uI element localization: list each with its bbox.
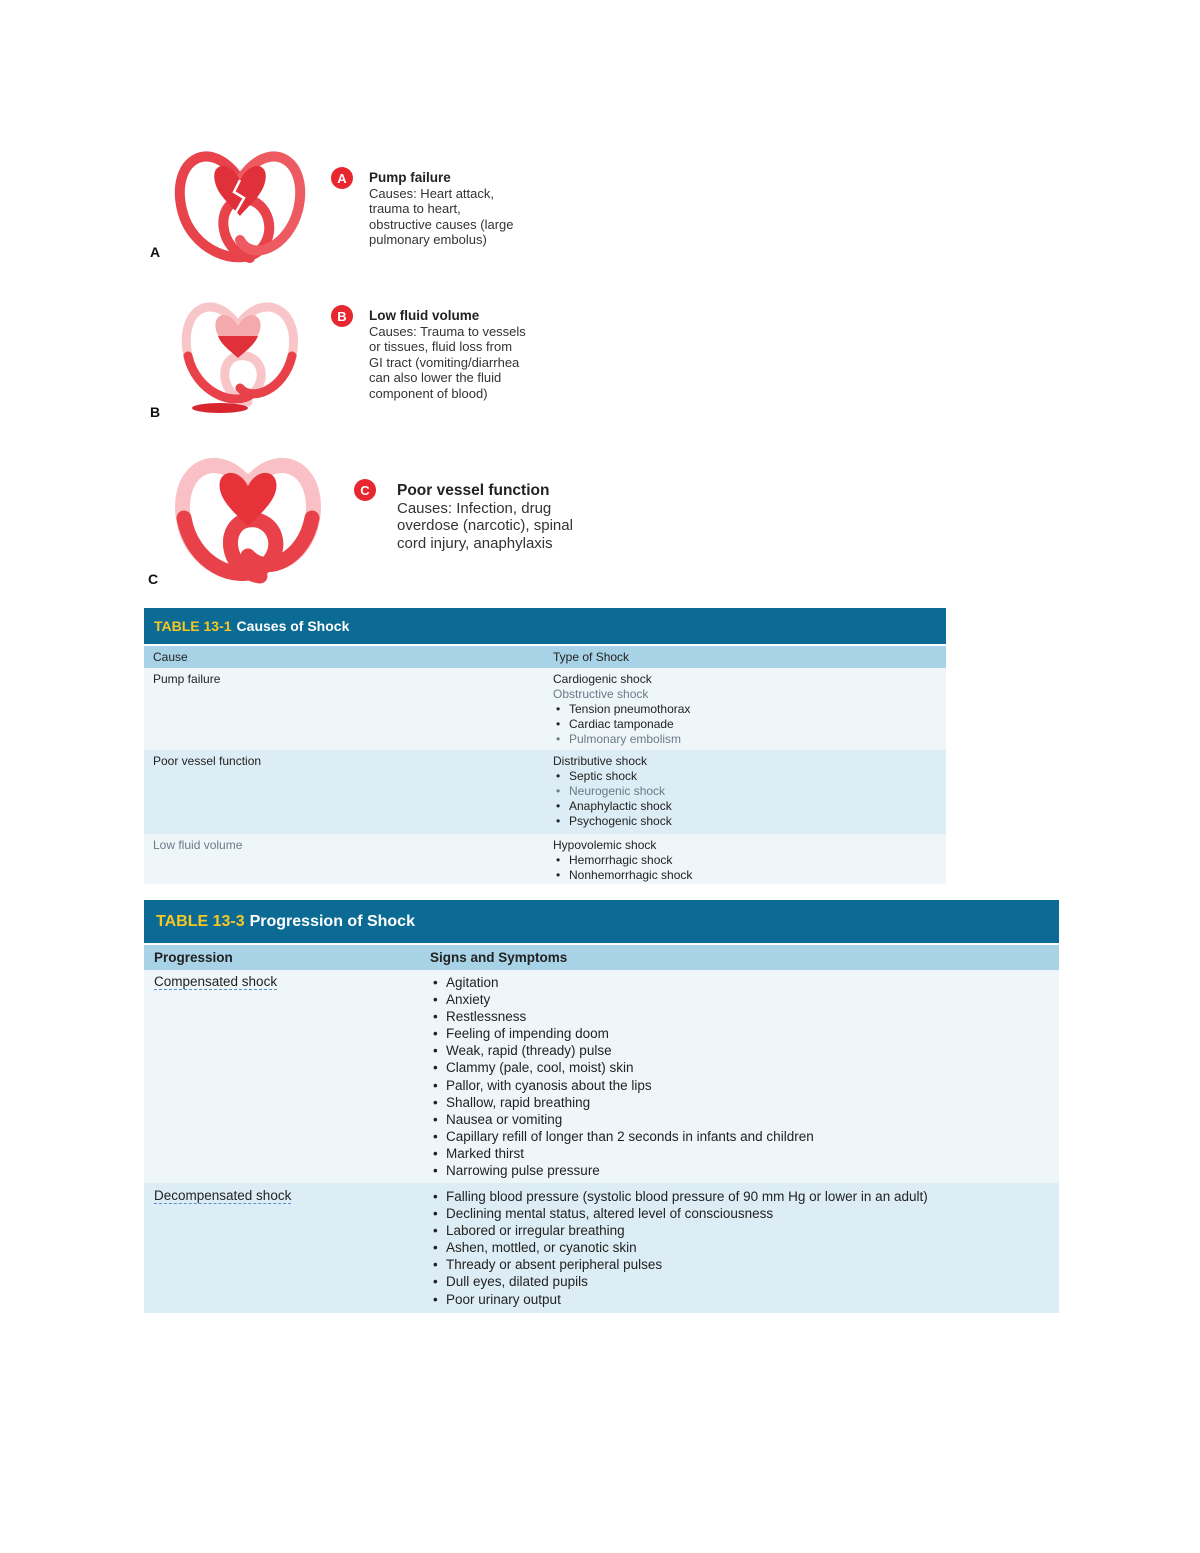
panel-b-badge: B [331,305,353,327]
poor-vessel-function-illustration [170,452,326,590]
stage-cell: Compensated shock [154,974,278,989]
caption-line: can also lower the fluid [369,370,502,385]
list-item: • Hemorrhagic shock [553,853,692,868]
list-item: • Nausea or vomiting [430,1111,814,1128]
table-row [144,668,946,750]
pump-failure-illustration [170,140,310,268]
caption-line: pulmonary embolus) [369,232,487,247]
list-item: • Ashen, mottled, or cyanotic skin [430,1239,928,1256]
list-item: • Thready or absent peripheral pulses [430,1256,928,1273]
low-fluid-volume-illustration [178,296,306,418]
panel-a-letter: A [150,244,161,260]
signs-cell [420,970,814,1183]
column-header-progression: Progression [154,950,233,965]
panel-c-caption [397,482,573,552]
panel-c-title: Poor vessel function [397,482,550,499]
table-row [144,970,1059,1183]
list-item: • Tension pneumothorax [553,702,690,717]
caption-line: obstructive causes (large [369,216,514,232]
list-item: • Falling blood pressure (systolic blood pressure of 90 mm Hg or lower in an adult) [430,1188,928,1205]
type-cell [544,834,692,884]
type-line: Hypovolemic shock [553,838,657,852]
caption-line: overdose (narcotic), spinal [397,517,573,534]
caption-line: Causes: Heart attack, [369,185,494,201]
caption-line: trauma to heart, [369,201,461,216]
cause-cell: Pump failure [153,672,221,686]
type-line: Distributive shock [553,754,648,768]
table-progression-of-shock [144,900,1059,1313]
panel-c-badge: C [354,479,376,501]
table-title-bar [144,608,946,644]
panel-a-caption [369,170,514,248]
table-title: Progression of Shock [249,912,415,930]
bullet-list [553,769,672,829]
table-number: TABLE 13-3 [156,912,245,930]
list-item: • Agitation [430,974,814,991]
bullet-list [553,702,690,747]
list-item: • Shallow, rapid breathing [430,1094,814,1111]
list-item: • Marked thirst [430,1145,814,1162]
list-item: • Feeling of impending doom [430,1025,814,1042]
column-header-signs: Signs and Symptoms [430,950,568,965]
type-cell [544,668,690,750]
table-row [144,834,946,884]
list-item: • Labored or irregular breathing [430,1222,928,1239]
table-title: Causes of Shock [236,618,350,634]
type-cell [544,750,672,834]
bullet-list [553,853,692,883]
list-item: • Weak, rapid (thready) pulse [430,1042,814,1059]
caption-line: Causes: Trauma to vessels [369,323,526,339]
signs-cell [420,1183,928,1313]
list-item: • Anxiety [430,991,814,1008]
list-item: • Narrowing pulse pressure [430,1162,814,1179]
list-item: • Dull eyes, dilated pupils [430,1273,928,1290]
type-line: Obstructive shock [553,687,649,701]
panel-a-title: Pump failure [369,170,451,185]
list-item: • Septic shock [553,769,672,784]
cause-cell: Poor vessel function [153,754,262,768]
list-item: • Declining mental status, altered level of consciousness [430,1205,928,1222]
table-number: TABLE 13-1 [154,618,232,634]
panel-c-letter: C [148,571,159,587]
type-line: Cardiogenic shock [553,672,652,686]
column-header-row [144,644,946,668]
table-row [144,1183,1059,1313]
panel-b-title: Low fluid volume [369,308,480,323]
list-item: • Psychogenic shock [553,814,672,829]
stage-cell: Decompensated shock [154,1188,292,1203]
column-header-row [144,943,1059,970]
list-item: • Poor urinary output [430,1291,928,1308]
caption-line: component of blood) [369,385,488,401]
list-item: • Capillary refill of longer than 2 seconds in infants and children [430,1128,814,1145]
caption-line: or tissues, fluid loss from [369,339,513,354]
list-item: • Anaphylactic shock [553,799,672,814]
table-row [144,750,946,834]
column-header-cause: Cause [153,650,188,664]
caption-line: cord injury, anaphylaxis [397,534,553,552]
list-item: • Cardiac tamponade [553,717,690,732]
list-item: • Pallor, with cyanosis about the lips [430,1077,814,1094]
cause-cell: Low fluid volume [153,838,243,852]
list-item: • Clammy (pale, cool, moist) skin [430,1059,814,1076]
table-causes-of-shock [144,608,946,884]
column-header-type: Type of Shock [553,650,630,664]
bullet-list [430,1188,928,1308]
list-item: • Restlessness [430,1008,814,1025]
list-item: • Nonhemorrhagic shock [553,868,692,883]
bullet-list [430,974,814,1179]
panel-a-badge: A [331,167,353,189]
list-item: • Neurogenic shock [553,784,672,799]
caption-line: GI tract (vomiting/diarrhea [369,354,520,370]
panel-b-letter: B [150,404,161,420]
panel-b-caption [369,308,526,401]
caption-line: Causes: Infection, drug [397,499,552,517]
table-title-bar [144,900,1059,943]
list-item: • Pulmonary embolism [553,732,690,747]
